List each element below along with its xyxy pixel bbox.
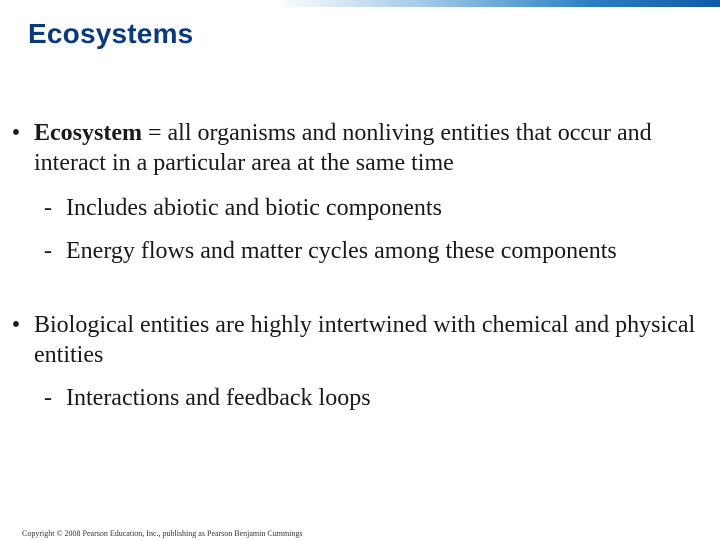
sub-bullet-text: Interactions and feedback loops (66, 385, 371, 411)
sub-bullet-marker: - (44, 385, 52, 411)
bullet-text (34, 118, 704, 178)
copyright-footer: Copyright © 2008 Pearson Education, Inc., publishing as Pearson Benjamin Cummings (22, 529, 303, 538)
bullet-text: Biological entities are highly intertwined with chemical and physical entities (34, 312, 696, 368)
sub-bullet-marker: - (44, 238, 52, 264)
sub-bullet-text: Includes abiotic and biotic components (66, 195, 442, 221)
sub-bullet-text: Energy flows and matter cycles among these components (66, 238, 617, 264)
slide-title: Ecosystems (28, 18, 194, 49)
bullet-marker: • (11, 120, 21, 146)
bullet-marker: • (11, 312, 21, 338)
bullet-term: Ecosystem (34, 120, 142, 146)
sub-bullet-marker: - (44, 195, 52, 221)
header-gradient-band (0, 0, 720, 7)
bullet-definition: = all organisms and nonliving entities that occur and interact in a particular area at the same time (34, 120, 652, 176)
